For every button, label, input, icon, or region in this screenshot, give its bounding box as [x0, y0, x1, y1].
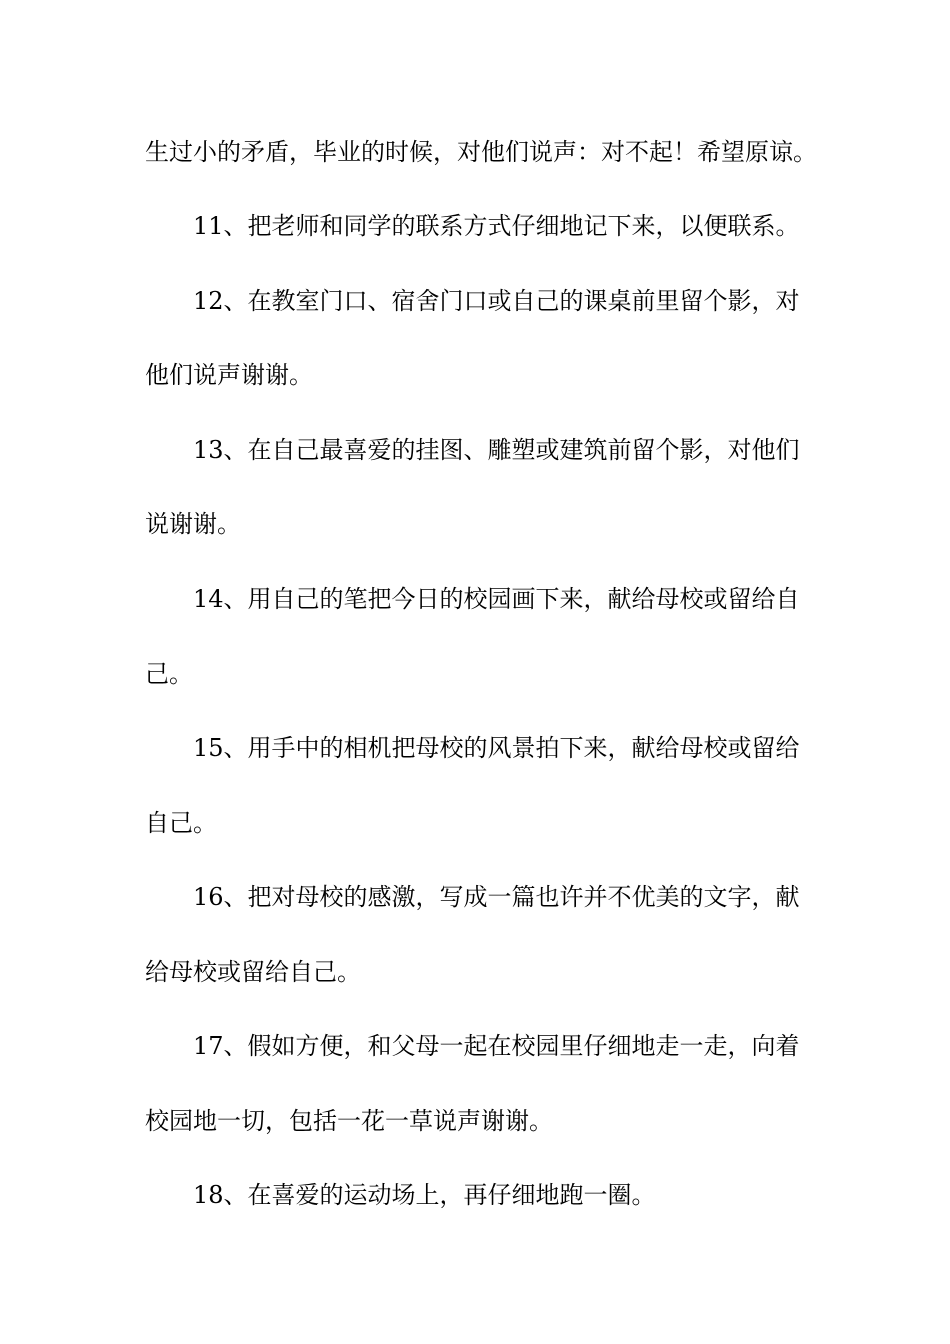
list-item-16: 16、把对母校的感激，写成一篇也许并不优美的文字，献: [193, 883, 800, 911]
list-item-18: 18、在喜爱的运动场上，再仔细地跑一圈。: [193, 1181, 656, 1209]
text-line: 生过小的矛盾，毕业的时候，对他们说声：对不起！希望原谅。: [145, 138, 817, 166]
text-line: 己。: [145, 660, 193, 688]
text-line: 他们说声谢谢。: [145, 361, 313, 389]
text-line: 说谢谢。: [145, 510, 241, 538]
list-item-11: 11、把老师和同学的联系方式仔细地记下来，以便联系。: [193, 212, 800, 240]
list-item-15: 15、用手中的相机把母校的风景拍下来，献给母校或留给: [193, 734, 800, 762]
text-line: 自己。: [145, 809, 217, 837]
list-item-13: 13、在自己最喜爱的挂图、雕塑或建筑前留个影，对他们: [193, 436, 800, 464]
list-item-12: 12、在教室门口、宿舍门口或自己的课桌前里留个影，对: [193, 287, 800, 315]
text-line: 给母校或留给自己。: [145, 958, 361, 986]
list-item-14: 14、用自己的笔把今日的校园画下来，献给母校或留给自: [193, 585, 800, 613]
text-line: 校园地一切，包括一花一草说声谢谢。: [145, 1107, 553, 1135]
list-item-17: 17、假如方便，和父母一起在校园里仔细地走一走，向着: [193, 1032, 800, 1060]
